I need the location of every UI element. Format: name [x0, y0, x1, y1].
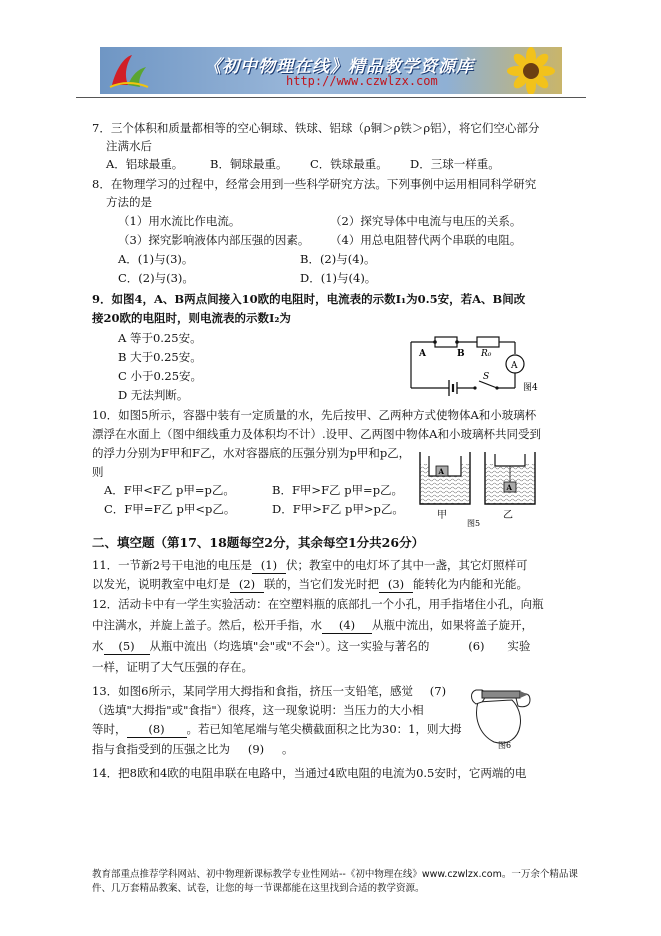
q8-item-4: （4）用总电阻替代两个串联的电阻。: [330, 233, 522, 247]
q8-item-1: （1）用水流比作电流。: [118, 214, 241, 228]
q8-option-d: D．(1)与(4)。: [300, 271, 377, 285]
blank-2[interactable]: (2): [230, 576, 264, 593]
q8-stem-cont: 方法的是: [106, 195, 152, 209]
fig5-caption: 图5: [467, 519, 481, 528]
q8-option-a: A．(1)与(3)。: [118, 252, 194, 266]
q9-stem: 9．如图4，A、B两点间接入10欧的电阻时，电流表的示数I₁为0.5安，若A、B间改: [92, 292, 526, 306]
figure-5-containers: [415, 446, 550, 528]
q10-option-c: C．F甲=F乙 p甲<p乙。: [104, 502, 236, 516]
q8-stem: 8．在物理学习的过程中，经常会用到一些科学研究方法。下列事例中运用相同科学研究: [92, 177, 537, 191]
q9-option-d: D 无法判断。: [118, 388, 189, 402]
q12-line-4: 一样，证明了大气压强的存在。: [92, 660, 253, 674]
q7-stem-cont: 注满水后: [106, 139, 152, 153]
q7-option-c: C．铁球最重。: [310, 157, 388, 171]
q8-item-2: （2）探究导体中电流与电压的关系。: [330, 214, 522, 228]
fig5-block-yi: A: [506, 483, 512, 492]
blank-8[interactable]: (8): [127, 721, 187, 738]
q10-option-d: D．F甲>F乙 p甲>p乙。: [272, 502, 404, 516]
fig5-block-jia: A: [438, 467, 444, 476]
banner-title: 《初中物理在线》精品教学资源库: [204, 57, 474, 77]
q13-line-4: 指与食指受到的压强之比为 (9) 。: [92, 742, 294, 756]
q9-option-a: A 等于0.25安。: [118, 331, 202, 345]
fig4-label-b: B: [457, 349, 465, 359]
q11-line-1: 11．一节新2号干电池的电压是 (1) 伏；教室中的电灯坏了其中一盏，其它灯照样可: [92, 558, 528, 572]
q10-stem: 10．如图5所示，容器中装有一定质量的水，先后按甲、乙两种方式使物体A和小玻璃杯: [92, 408, 537, 422]
blank-1[interactable]: (1): [252, 557, 286, 574]
q9-option-b: B 大于0.25安。: [118, 350, 202, 364]
q8-item-3: （3）探究影响液体内部压强的因素。: [118, 233, 310, 247]
sunflower-icon: [500, 47, 562, 94]
q7-option-d: D．三球一样重。: [410, 157, 500, 171]
blank-9[interactable]: (9): [247, 742, 265, 756]
q10-option-b: B．F甲>F乙 p甲=p乙。: [272, 483, 404, 497]
fig5-label-jia: 甲: [437, 510, 447, 521]
q9-stem-cont: 接20欧的电阻时，则电流表的示数I₂为: [92, 311, 291, 325]
q10-stem-cont3: 则: [92, 465, 104, 479]
footer-line-2: 件、几万套精品教案、试卷，让您的每一节课都能在这里找到合适的教学资源。: [92, 883, 425, 894]
fig4-ammeter: A: [511, 361, 518, 371]
header-rule: [76, 97, 586, 98]
fig4-switch-label: S: [483, 372, 490, 382]
blank-7[interactable]: (7): [429, 684, 447, 698]
q12-line-3: 水 (5) 从瓶中流出（均选填"会"或"不会"）。这一实验与著名的 (6) 实验: [92, 639, 531, 653]
fig6-caption: 图6: [498, 741, 512, 750]
blank-5[interactable]: (5): [104, 638, 150, 655]
q8-option-c: C．(2)与(3)。: [118, 271, 194, 285]
q13-line-1: 13．如图6所示，某同学用大拇指和食指，挤压一支铅笔，感觉 (7): [92, 683, 463, 699]
fig5-label-yi: 乙: [503, 510, 513, 521]
blank-3[interactable]: (3): [379, 576, 413, 593]
fig4-label-r0: R₀: [481, 349, 492, 359]
q8-option-b: B．(2)与(4)。: [300, 252, 376, 266]
q13-line-3: 等时， (8) 。若已知笔尾端与笔尖横截面积之比为30：1，则大拇: [92, 722, 462, 736]
site-logo-icon: [106, 51, 150, 91]
q7-option-a: A．铝球最重。: [106, 157, 184, 171]
section-2-heading: 二、填空题（第17、18题每空2分，其余每空1分共26分）: [92, 535, 425, 550]
q10-stem-cont1: 漂浮在水面上（图中细线重力及体积均不计）.设甲、乙两图中物体A和小玻璃杯共同受到: [92, 427, 541, 441]
header-banner: [100, 47, 562, 94]
figure-4-circuit: [405, 326, 545, 400]
fig4-label-a: A: [419, 349, 426, 359]
q12-line-2: 中注满水，并旋上盖子。然后，松开手指，水 (4) 从瓶中流出，如果将盖子旋开，: [92, 618, 533, 632]
q12-line-1: 12．活动卡中有一学生实验活动：在空塑料瓶的底部扎一个小孔，用手指堵住小孔，向瓶: [92, 597, 544, 611]
q14-line-1: 14．把8欧和4欧的电阻串联在电路中，当通过4欧电阻的电流为0.5安时，它两端的电: [92, 766, 527, 780]
q11-line-2: 以发光，说明教室中电灯是 (2) 联的，当它们发光时把 (3) 能转化为内能和光能。: [92, 577, 528, 591]
fig4-caption: 图4: [523, 383, 538, 393]
q9-option-c: C 小于0.25安。: [118, 369, 203, 383]
q7-stem: 7．三个体积和质量都相等的空心铜球、铁球、铝球（ρ铜＞ρ铁＞ρ铝），将它们空心部分: [92, 121, 540, 135]
figure-6-pencil-squeeze: [464, 676, 544, 750]
q10-stem-cont2: 的浮力分别为F甲和F乙，水对容器底的压强分别为p甲和p乙，: [92, 446, 411, 460]
q10-option-a: A．F甲<F乙 p甲=p乙。: [104, 483, 235, 497]
q13-line-2: （选填"大拇指"或"食指"）很疼，这一现象说明：当压力的大小相: [92, 703, 424, 717]
q7-option-b: B．铜球最重。: [210, 157, 288, 171]
blank-6[interactable]: (6): [468, 639, 485, 653]
banner-url[interactable]: http://www.czwlzx.com: [286, 74, 438, 88]
blank-4[interactable]: (4): [322, 617, 372, 634]
footer-line-1: 教育部重点推荐学科网站、初中物理新课标教学专业性网站--《初中物理在线》www.czwlzx.com。一万余个精品课: [92, 869, 578, 880]
